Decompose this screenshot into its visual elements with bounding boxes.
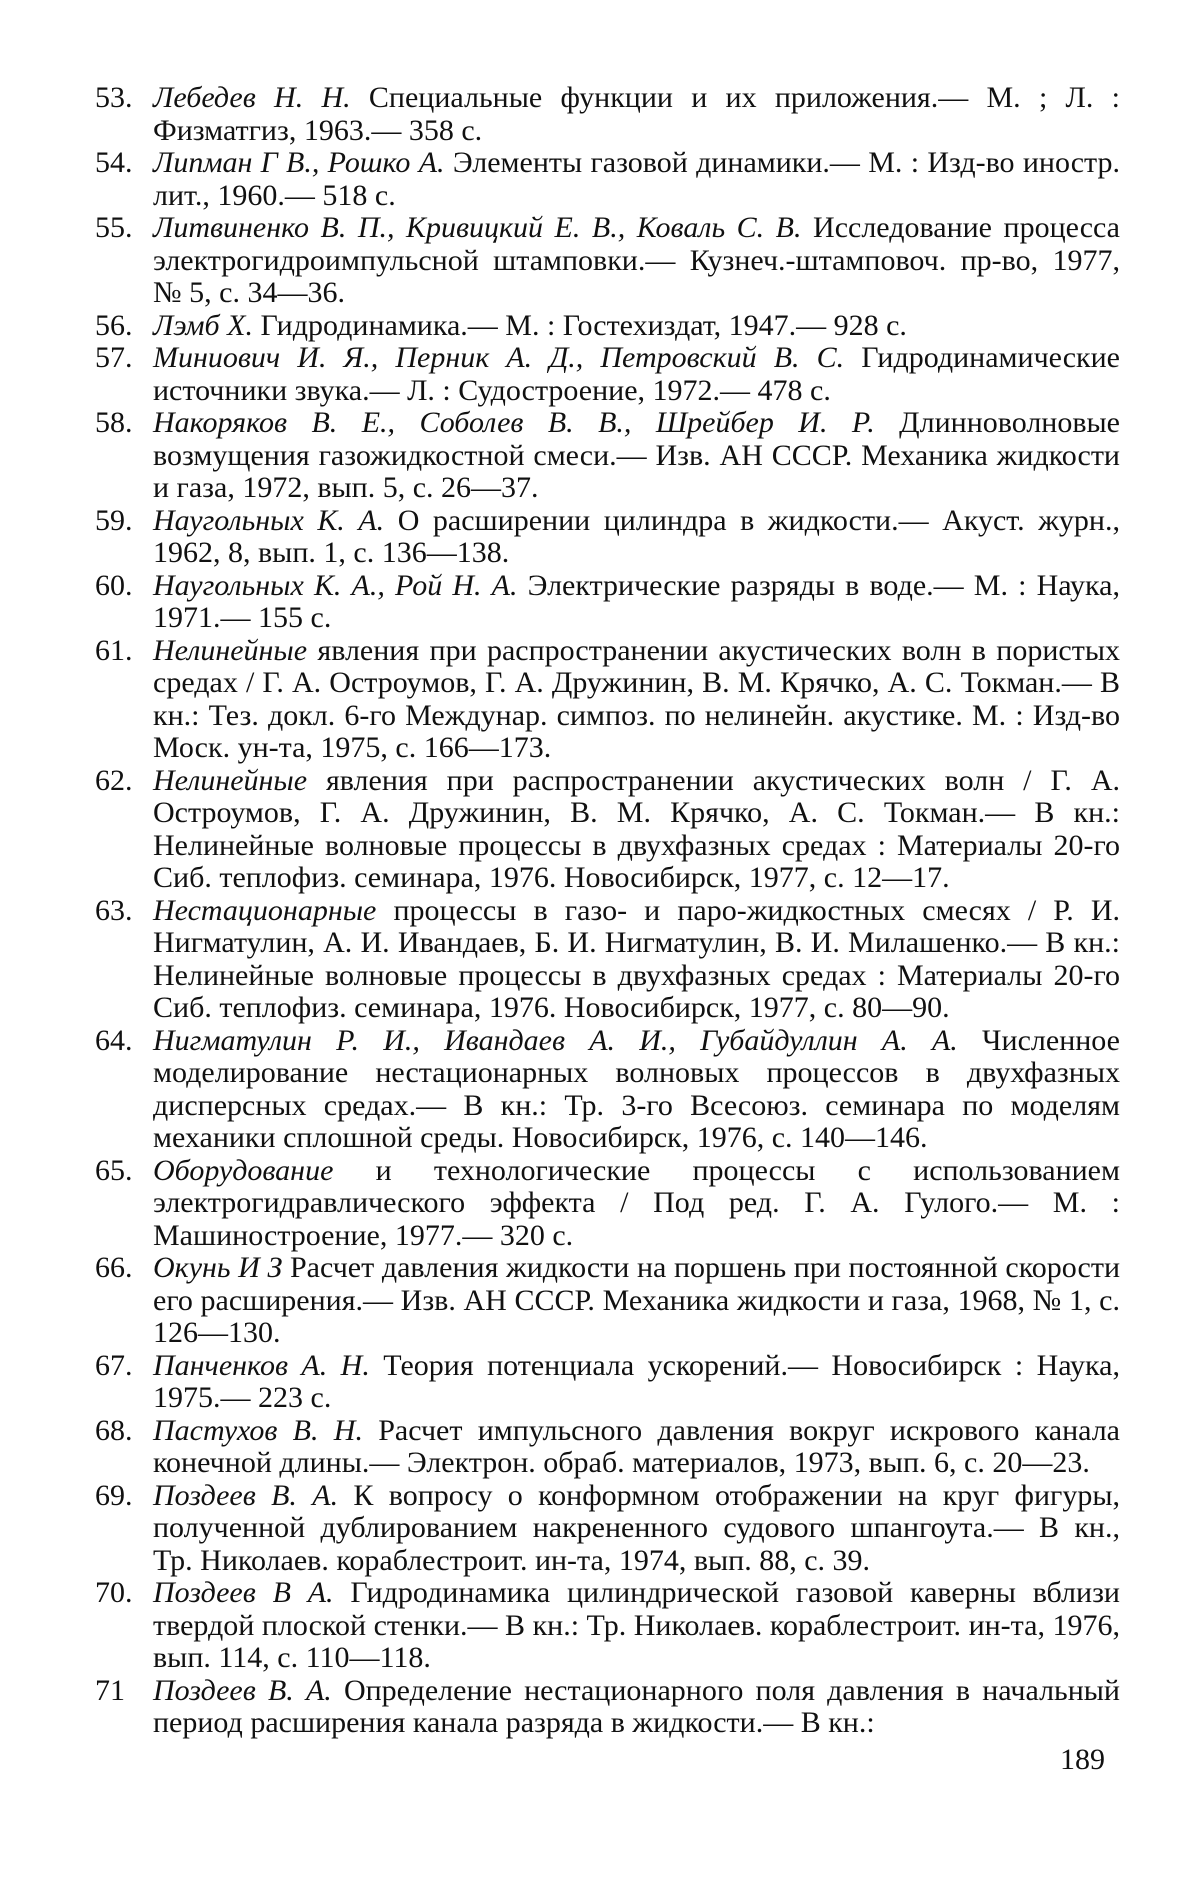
reference-number: 57. bbox=[95, 341, 133, 374]
reference-author: Миниович И. Я., Перник А. Д., Петровский В. С. bbox=[153, 341, 845, 374]
reference-number: 60. bbox=[95, 568, 133, 602]
reference-author: Поздеев В. А. bbox=[153, 1478, 339, 1512]
reference-number: 67. bbox=[95, 1348, 133, 1382]
reference-author: Наугольных К. А. bbox=[153, 503, 385, 537]
reference-number: 64. bbox=[95, 1023, 133, 1057]
reference-text: Расчет давления жидкости на поршень при постоянной скорости его расширения.— Изв. АН СССР. Механика жидкости и газа, 1968, № 1, с. 126—130. bbox=[153, 1251, 1120, 1349]
reference-number: 55. bbox=[95, 211, 133, 244]
reference-author: Окунь И З bbox=[153, 1251, 283, 1284]
reference-text: Гидродинамика.— М. : Гостехиздат, 1947.— 928 с. bbox=[252, 308, 907, 342]
reference-text: Теория потенциала ускорений.— Новосибирск : Наука, 1975.— 223 с. bbox=[153, 1348, 1120, 1414]
reference-text: Гидродинамика цилиндрической газовой каверны вблизи твердой плоской стенки.— В кн.: Тр. Николаев. кораблестроит. ин-та, 1976, вып. 114, с. 110—118. bbox=[153, 1576, 1120, 1674]
reference-entry bbox=[95, 407, 1120, 505]
reference-number: 59. bbox=[95, 503, 133, 537]
reference-number: 65. bbox=[95, 1153, 133, 1187]
page-number: 189 bbox=[1060, 1743, 1105, 1776]
reference-number: 58. bbox=[95, 406, 133, 439]
reference-text: Длинноволновые возмущения газожидкостной смеси.— Изв. АН СССР. Механика жидкости и газа, 1972, вып. 5, с. 26—37. bbox=[153, 406, 1120, 504]
reference-entry bbox=[95, 212, 1120, 310]
reference-entry bbox=[95, 82, 1120, 147]
reference-author: Нелинейные bbox=[153, 633, 308, 667]
reference-number: 66. bbox=[95, 1251, 133, 1284]
reference-entry bbox=[95, 1155, 1120, 1253]
reference-author: Наугольных К. А., Рой Н. А. bbox=[153, 568, 518, 602]
reference-author: Липман Г В., Рошко А. bbox=[153, 146, 445, 179]
reference-number: 71 bbox=[95, 1673, 125, 1707]
reference-author: Поздеев В. А. bbox=[153, 1673, 332, 1707]
reference-text: К вопросу о конформном отображении на круг фигуры, полученной дублированием накрененного судового шпангоута.— В кн., Тр. Николаев. кораблестроит. ин-та, 1974, вып. 88, с. 39. bbox=[153, 1478, 1120, 1577]
reference-text: явления при распространении акустических волн в пористых средах / Г. А. Остроумов, Г. А. Дружинин, В. М. Крячко, А. С. Токман.— В кн.: Тез. докл. 6-го Междунар. симпоз. по нелинейн. акустике. М. : Изд-во Моск. ун-та, 1975, с. 166—173. bbox=[153, 633, 1120, 764]
reference-number: 56. bbox=[95, 308, 133, 342]
reference-text: Специальные функции и их приложения.— М. ; Л. : Физматгиз, 1963.— 358 с. bbox=[153, 81, 1121, 147]
reference-text: О расширении цилиндра в жидкости.— Акуст. журн., 1962, 8, вып. 1, с. 136—138. bbox=[153, 503, 1120, 569]
reference-author: Лэмб X. bbox=[153, 308, 253, 342]
reference-text: Численное моделирование нестационарных волновых процессов в двухфазных дисперсных средах.— В кн.: Тр. 3-го Всесоюз. семинара по моделям механики сплошной среды. Новосибирск, 1976, с. 140—146. bbox=[153, 1023, 1120, 1154]
reference-entry bbox=[95, 1350, 1120, 1415]
reference-entry bbox=[95, 1577, 1120, 1675]
reference-text: Гидродинамические источники звука.— Л. : Судостроение, 1972.— 478 с. bbox=[153, 341, 1121, 407]
reference-entry bbox=[95, 1025, 1120, 1155]
reference-author: Пастухов В. Н. bbox=[153, 1413, 363, 1447]
reference-entry bbox=[95, 310, 1120, 343]
reference-author: Лебедев Н. Н. bbox=[153, 81, 351, 114]
reference-text: Исследование процесса электрогидроимпульсной штамповки.— Кузнеч.-штамповоч. пр-во, 1977, № 5, с. 34—36. bbox=[153, 211, 1121, 309]
reference-text: Расчет импульсного давления вокруг искрового канала конечной длины.— Электрон. обраб. материалов, 1973, вып. 6, с. 20—23. bbox=[153, 1413, 1120, 1479]
reference-text: Определение нестационарного поля давления в начальный период расширения канала разряда в жидкости.— В кн.: bbox=[153, 1673, 1120, 1739]
reference-number: 53. bbox=[95, 81, 133, 114]
reference-entry bbox=[95, 570, 1120, 635]
reference-author: Поздеев В А. bbox=[153, 1576, 334, 1609]
reference-number: 54. bbox=[95, 146, 133, 179]
reference-entry bbox=[95, 895, 1120, 1025]
reference-entry bbox=[95, 1415, 1120, 1480]
reference-entry bbox=[95, 1480, 1120, 1578]
reference-entry bbox=[95, 765, 1120, 895]
reference-entry bbox=[95, 147, 1120, 212]
reference-author: Нелинейные bbox=[153, 763, 308, 797]
reference-number: 70. bbox=[95, 1576, 133, 1609]
reference-entry bbox=[95, 1675, 1120, 1740]
reference-number: 62. bbox=[95, 763, 133, 797]
reference-entry bbox=[95, 505, 1120, 570]
reference-author: Нигматулин Р. И., Ивандаев А. И., Губайдуллин А. А. bbox=[153, 1023, 958, 1057]
reference-entry bbox=[95, 342, 1120, 407]
reference-author: Панченков А. Н. bbox=[153, 1348, 370, 1382]
reference-list bbox=[95, 82, 1120, 1740]
reference-number: 69. bbox=[95, 1478, 133, 1512]
reference-author: Оборудование bbox=[153, 1153, 334, 1187]
reference-author: Накоряков В. Е., Соболев В. В., Шрейбер И. Р. bbox=[153, 406, 875, 439]
reference-text: и технологические процессы с использованием электрогидравлического эффекта / Под ред. Г. А. Гулого.— М. : Машиностроение, 1977.— 320 с. bbox=[153, 1153, 1120, 1252]
reference-number: 63. bbox=[95, 893, 133, 927]
reference-number: 68. bbox=[95, 1413, 133, 1447]
reference-entry bbox=[95, 1252, 1120, 1350]
reference-author: Нестационарные bbox=[153, 893, 377, 927]
reference-text: явления при распространении акустических волн / Г. А. Остроумов, Г. А. Дружинин, В. М. Крячко, А. С. Токман.— В кн.: Нелинейные волновые процессы в двухфазных средах : Материалы 20-го Сиб. теплофиз. семинара, 1976. Новосибирск, 1977, с. 12—17. bbox=[153, 763, 1120, 894]
reference-number: 61. bbox=[95, 633, 133, 667]
reference-author: Литвиненко В. П., Кривицкий Е. В., Коваль С. В. bbox=[153, 211, 802, 244]
reference-entry bbox=[95, 635, 1120, 765]
reference-text: Элементы газовой динамики.— М. : Изд-во иностр. лит., 1960.— 518 с. bbox=[153, 146, 1120, 212]
reference-text: процессы в газо- и паро-жидкостных смесях / Р. И. Нигматулин, А. И. Ивандаев, Б. И. Нигматулин, В. И. Милашенко.— В кн.: Нелинейные волновые процессы в двухфазных средах : Материалы 20-го Сиб. теплофиз. семинара, 1976. Новосибирск, 1977, с. 80—90. bbox=[153, 893, 1120, 1024]
reference-text: Электрические разряды в воде.— М. : Наука, 1971.— 155 с. bbox=[153, 568, 1120, 634]
